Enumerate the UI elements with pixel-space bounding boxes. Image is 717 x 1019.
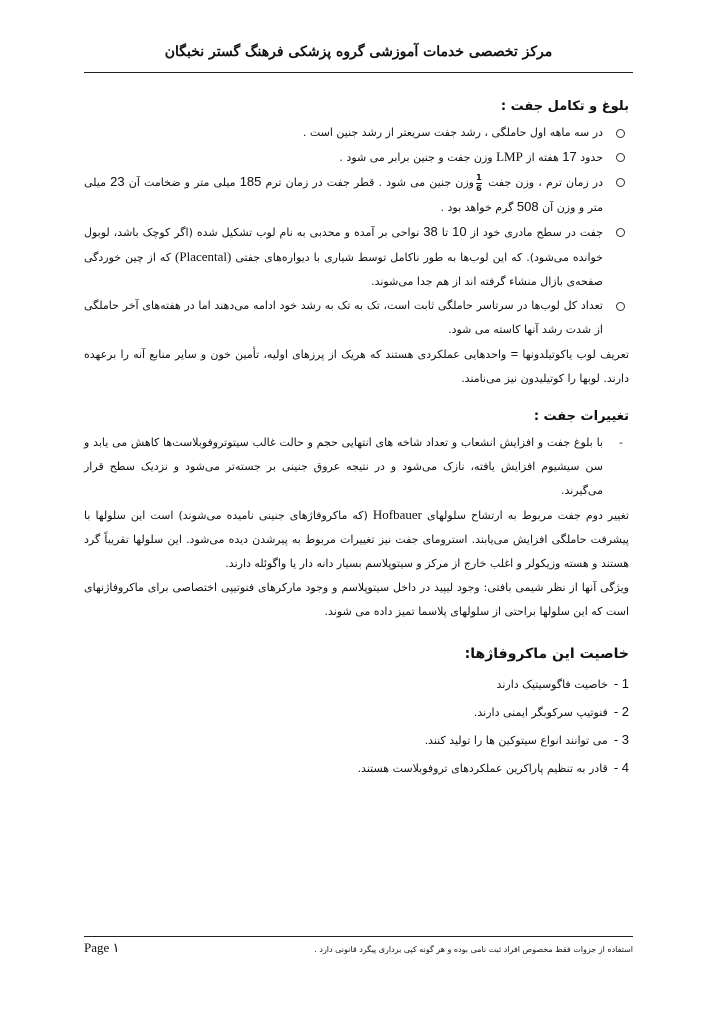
histochemistry-paragraph: ویژگی آنها از نظر شیمی بافتی: وجود لیپید در داخل سیتوپلاسم و وجود مارکرهای فنوتیپی اختصاصی برای ماکروفاژنهای است که این سلولها براحتی از سلولهای پلاسما تمیز داده می شوند. bbox=[84, 581, 629, 618]
footer-divider bbox=[84, 936, 633, 937]
header-divider bbox=[84, 72, 633, 73]
list-item: حدود 17 هفته از LMP وزن جفت و جنین برابر می شود . bbox=[84, 145, 603, 170]
list-item: در زمان ترم ، وزن جفت $\frac{1}{6}وزن$ جنین می شود . قطر جفت در زمان ترم 185 میلی متر و ضخامت آن 23 میلی متر و وزن آن 508 گرم خواهد بود . bbox=[84, 170, 603, 220]
list-item: تعداد کل لوب‌ها در سرتاسر حاملگی ثابت است، تک به تک به رشد خود ادامه می‌دهند اما در هفته‌های آخر حاملگی از شدت رشد آنها کاسته می شود. bbox=[84, 294, 603, 342]
list-item: 3 -می توانند انواع سیتوکین ها را تولید کنند. bbox=[424, 732, 629, 747]
cotyledon-definition: تعریف لوب یاکوتیلدونها = واحدهایی عملکردی هستند که هریک از پرزهای اولیه، تأمین خون و سایر منابع آنه را برعهده دارند. لوبها را کوتیلیدون نیز می‌نامند. bbox=[84, 346, 629, 385]
header-title: مرکز تخصصی خدمات آموزشی گروه پزشکی فرهنگ گستر نخبگان bbox=[164, 44, 553, 60]
list-item: در سه ماهه اول حاملگی ، رشد جفت سریعتر از رشد جنین است . bbox=[84, 121, 603, 145]
hofbauer-paragraph: تغییر دوم جفت مربوط به ارتشاح سلولهای Hofbauer (که ماکروفاژهای جنینی نامیده می‌شوند) است این سلولها با پیشرفت حاملگی افزایش می‌یابند. استرومای جفت نیز تغییرات مربوط به پیرشدن دیده می‌شود. این سلولها تقریباً گرد هستند و هسته وزیکولر و اغلب خارج از مرکز و سیتوپلاسم بسیار دانه دار یا واگوئله دارند. bbox=[84, 507, 629, 570]
section-title-placenta-maturation: بلوغ و تکامل جفت : bbox=[500, 99, 629, 114]
list-item: 2 -فنوتیپ سرکوبگر ایمنی دارند. bbox=[473, 704, 629, 719]
page-number: Page ۱ bbox=[84, 940, 120, 955]
page-content bbox=[84, 95, 629, 782]
maturation-list bbox=[84, 121, 629, 342]
section-title-placenta-changes: تغییرات جفت : bbox=[533, 409, 629, 424]
changes-list bbox=[84, 431, 629, 503]
list-item: - با بلوغ جفت و افزایش انشعاب و تعداد شاخه های انتهایی حجم و حالت غالب سیتوتروفوبلاست‌ها کاهش می یابد و سن سیشیوم افزایش یافته، نازک می‌شود و در نتیجه عروق جنینی بر جسته‌تر می‌شود و نزدیک سطح قرار می‌گیرند. bbox=[84, 431, 603, 503]
list-item: 1 -خاصیت فاگوسیتیک دارند bbox=[496, 676, 629, 691]
fraction-one-sixth: $\frac{1}{6}$ bbox=[476, 172, 482, 193]
copyright-notice: استفاده از جزوات فقط مخصوص افراد ثبت نامی بوده و هر گونه کپی برداری پیگرد قانونی دارد . bbox=[314, 945, 633, 954]
list-item: جفت در سطح مادری خود از 10 تا 38 نواحی بر آمده و محدبی به نام لوب تشکیل شده (اگر کوچک باشد، لوبول خوانده می‌شود). که این لوب‌ها به طور ناکامل توسط شیاری با دیواره‌های جفتی (Placental) که از چین خوردگی صفحه‌ی بازال منشاء گرفته اند از هم جدا می‌شوند. bbox=[84, 220, 603, 294]
macrophage-properties-list bbox=[84, 670, 629, 782]
list-item: 4 -قادر به تنظیم پاراکرین عملکردهای تروفوبلاست هستند. bbox=[357, 760, 629, 775]
section-title-macrophage-properties: خاصیت این ماکروفاژها: bbox=[464, 646, 629, 662]
